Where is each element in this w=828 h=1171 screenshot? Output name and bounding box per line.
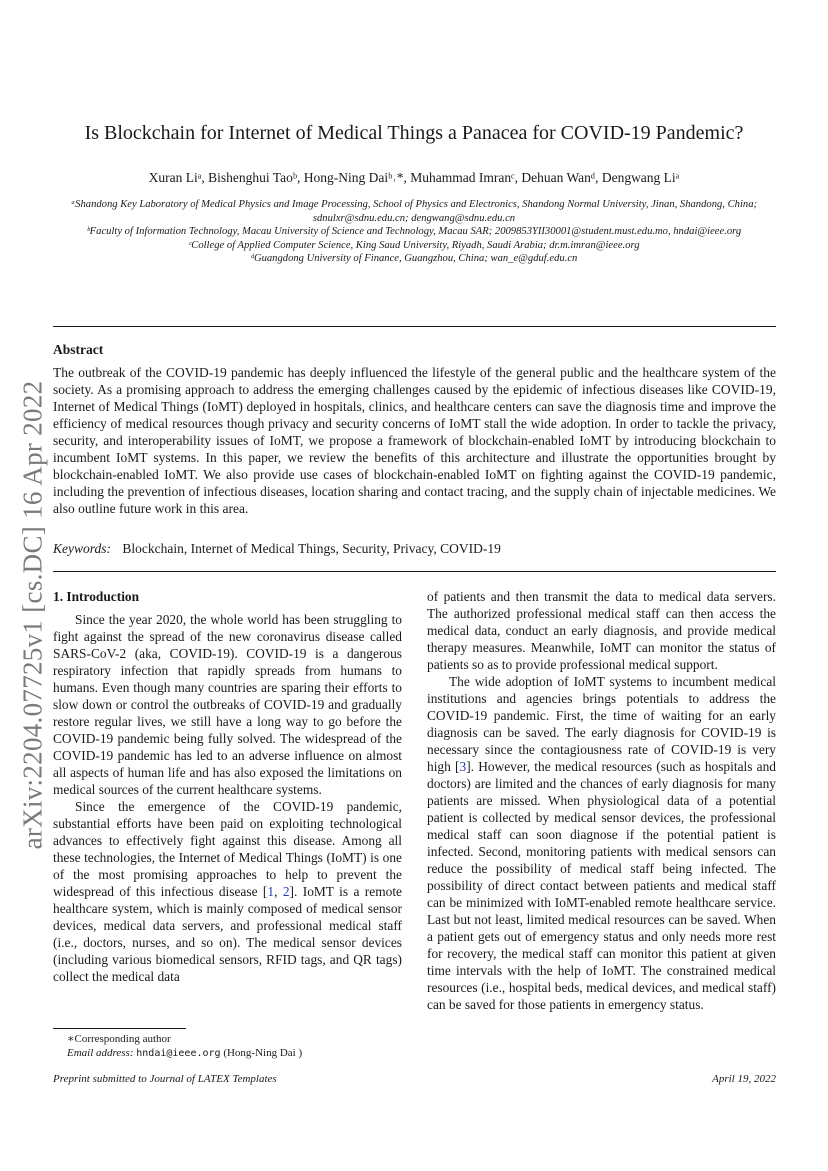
intro-paragraph-4	[427, 673, 776, 1013]
keywords-text: Blockchain, Internet of Medical Things, Security, Privacy, COVID-19	[122, 541, 501, 556]
divider-top	[53, 326, 776, 327]
p2-text-before: Since the emergence of the COVID-19 pandemic, substantial efforts have been paid on exploiting technological advances to effectively fight against this disease. Among all these technologies, the Internet of Medical Things (IoMT) is one of the most promising approaches to help to prevent the widespread of this infectious disease [	[53, 799, 402, 899]
abstract-text: The outbreak of the COVID-19 pandemic has deeply influenced the lifestyle of the general public and the healthcare system of the society. As a promising approach to address the emerging challenges caused by the epidemic of infectious diseases like COVID-19, Internet of Medical Things (IoMT) deployed in hospitals, clinics, and healthcare centers can save the diagnosis time and improve the efficiency of medical resources though privacy and security concerns of IoMT stall the wide adoption. In order to tackle the privacy, security, and interoperability issues of IoMT, we propose a framework of blockchain-enabled IoMT by introducing blockchain to incumbent IoMT systems. In this paper, we review the benefits of this architecture and illustrate the opportunities brought by blockchain-enabled IoMT. We also provide use cases of blockchain-enabled IoMT on fighting against the COVID-19 pandemic, including the prevention of infectious diseases, location sharing and contact tracing, and the supply chain of injectable medicines. We also outline future work in this area.	[53, 365, 776, 516]
footnote-email[interactable]: hndai@ieee.org	[136, 1048, 221, 1059]
left-column	[53, 588, 402, 985]
footer-date: April 19, 2022	[712, 1073, 776, 1085]
footnote-email-line	[53, 1046, 402, 1061]
p4-text-before: The wide adoption of IoMT systems to incumbent medical institutions and agencies brings potentials to address the COVID-19 pandemic. First, the time of waiting for an early diagnosis can be saved. The early diagnosis for COVID-19 is necessary since the contagiousness rate of COVID-19 is very high [	[427, 674, 776, 774]
arxiv-sidebar	[10, 355, 56, 875]
p2-text-after: ]. IoMT is a remote healthcare system, which is mainly composed of medical sensor devices, medical data servers, and professional medical staff (i.e., doctors, nurses, and so on). The medical sensor devices (including various biomedical sensors, RFID tags, and QR tags) collect the medical data	[53, 884, 402, 984]
arxiv-identifier: arXiv:2204.07725v1 [cs.DC] 16 Apr 2022	[17, 380, 48, 850]
citation-link-2[interactable]: 2	[282, 884, 290, 899]
keywords-label: Keywords:	[53, 541, 111, 556]
affiliation-d: ᵈGuangdong University of Finance, Guangzhou, China; wan_e@gduf.edu.cn	[250, 253, 578, 265]
p2-sep: ,	[274, 884, 283, 899]
intro-paragraph-2	[53, 798, 402, 985]
affiliation-c: ᶜCollege of Applied Computer Science, King Saud University, Riyadh, Saudi Arabia; dr.m.imran@ieee.org	[188, 239, 640, 251]
affiliations	[60, 198, 768, 266]
intro-paragraph-3: of patients and then transmit the data to medical data servers. The authorized professional medical staff can then access the medical data, conduct an early diagnosis, and provide medical therapy measures. Meanwhile, IoMT can monitor the status of patients so as to provide professional medical support.	[427, 589, 776, 672]
footnote-email-label: Email address:	[67, 1047, 134, 1059]
footnote-email-owner: (Hong-Ning Dai )	[223, 1047, 303, 1059]
right-column	[427, 588, 776, 1013]
abstract-heading: Abstract	[53, 342, 104, 357]
paper-title: Is Blockchain for Internet of Medical Things a Panacea for COVID-19 Pandemic?	[84, 122, 744, 144]
divider-bottom	[53, 571, 776, 572]
author-list: Xuran Liᵃ, Bishenghui Taoᵇ, Hong-Ning Daiᵇ˒*, Muhammad Imranᶜ, Dehuan Wanᵈ, Dengwang Liᵃ	[148, 170, 680, 185]
section-heading-introduction: 1. Introduction	[53, 589, 140, 604]
citation-link-1[interactable]: 1	[267, 884, 275, 899]
intro-paragraph-1: Since the year 2020, the whole world has been struggling to fight against the spread of the new coronavirus disease called SARS-CoV-2 (aka, COVID-19). COVID-19 is a dangerous respiratory infection that rapidly spreads from humans to humans. Even though many countries are sparing their efforts to slow down or control the outbreaks of COVID-19 and gradually restore regular lives, we still have a long way to go before the COVID-19 pandemic being fully solved. The widespread of the COVID-19 pandemic has led to an adverse influence on almost all aspects of human life and has also exposed the limitations on medical sources of the current healthcare systems.	[53, 612, 402, 797]
keywords	[53, 541, 776, 557]
footer-preprint-note: Preprint submitted to Journal of LATEX Templates	[53, 1073, 277, 1085]
footnote-corresponding: ∗Corresponding author	[67, 1033, 171, 1045]
p4-text-after: ]. However, the medical resources (such as hospitals and doctors) are limited and the chances of early diagnosis for many patients are missed. When physiological data of a potential patient is collected by medical sensor devices, the professional medical staff can soon diagnose if the potential patient is infected. Second, monitoring patients with medical sensors can reduce the possibility of medical staff being infected. The possibility of direct contact between patients and medical staff can be minimized with IoMT-enabled remote healthcare service. Last but not least, limited medical resources can be saved. When a patient gets out of emergency status and only needs more rest for recovery, the medical staff can monitor this patient at given time intervals with the help of IoMT. The constrained medical resources (i.e., hospital beds, medical devices, and medical staff) can be saved for those patients in emergency status.	[427, 759, 776, 1012]
affiliation-b: ᵇFaculty of Information Technology, Macau University of Science and Technology, Macau SAR; 2009853YII30001@student.must.edu.mo, hndai@ieee.org	[86, 226, 742, 238]
footnote	[53, 1032, 402, 1061]
affiliation-a: ᵃShandong Key Laboratory of Medical Physics and Image Processing, School of Physics and Electronics, Shandong Normal University, Jinan, Shandong, China; sdnulxr@sdnu.edu.cn; dengwang@sdnu.edu.cn	[70, 199, 758, 224]
citation-link-3[interactable]: 3	[459, 759, 467, 774]
footnote-divider	[53, 1028, 186, 1029]
